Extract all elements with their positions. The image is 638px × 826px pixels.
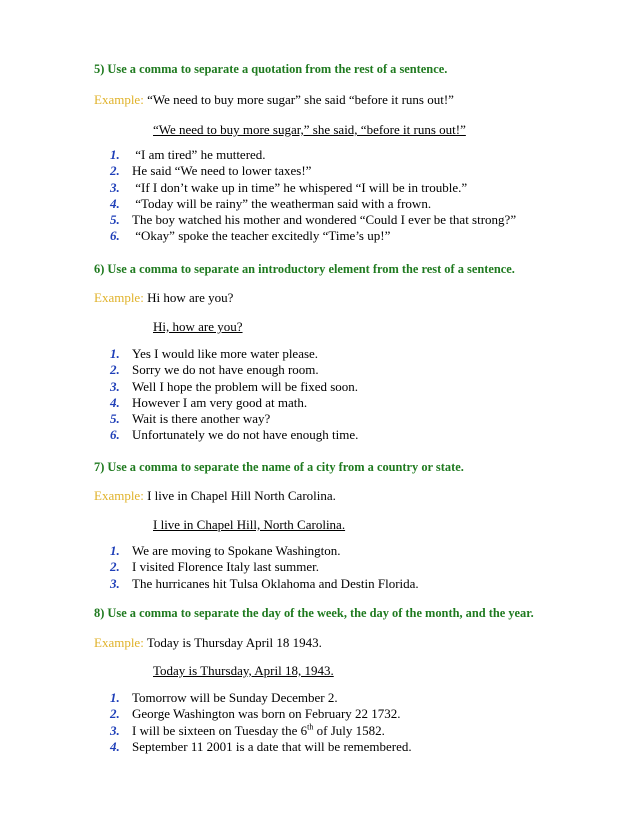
section-5-heading: 5) Use a comma to separate a quotation from the rest of a sentence. (94, 62, 448, 76)
list-item (110, 559, 419, 575)
section-8-list (110, 690, 412, 755)
section-6-heading: 6) Use a comma to separate an introductory element from the rest of a sentence. (94, 262, 515, 276)
item-number: 1. (110, 147, 120, 162)
section-7-example (94, 488, 336, 504)
example-label: Example: (94, 290, 144, 305)
section-7-answer: I live in Chapel Hill, North Carolina. (153, 517, 346, 532)
item-text: Wait is there another way? (132, 411, 271, 427)
item-number: 3. (110, 378, 120, 394)
item-text: “Today will be rainy” the weatherman said with a frown. (132, 195, 432, 211)
item-number: 1. (110, 543, 120, 558)
list-item (110, 543, 419, 559)
item-text: “Okay” spoke the teacher excitedly “Time’s up!” (132, 228, 391, 244)
item-text (132, 723, 385, 738)
item-number: 4. (110, 195, 120, 211)
item-text: He said “We need to lower taxes!” (132, 163, 312, 179)
section-8-heading: 8) Use a comma to separate the day of the week, the day of the month, and the year. (94, 606, 534, 620)
item-text: The boy watched his mother and wondered “Could I ever be that strong?” (132, 212, 517, 228)
list-item (110, 196, 516, 212)
section-5-example (94, 92, 454, 108)
item-text: Sorry we do not have enough room. (132, 362, 319, 378)
list-item (110, 576, 419, 592)
section-7-heading: 7) Use a comma to separate the name of a city from a country or state. (94, 460, 464, 474)
list-item (110, 346, 358, 362)
example-text: “We need to buy more sugar” she said “before it runs out!” (143, 92, 454, 107)
list-item (110, 395, 358, 411)
example-text: I live in Chapel Hill North Carolina. (143, 488, 336, 503)
item-text: George Washington was born on February 22 1732. (132, 706, 401, 722)
section-8-example (94, 635, 322, 651)
item-number: 6. (110, 228, 120, 244)
list-item (110, 163, 516, 179)
item-text: I visited Florence Italy last summer. (132, 559, 320, 575)
item-text: Tomorrow will be Sunday December 2. (132, 690, 338, 705)
list-item (110, 379, 358, 395)
item-number: 6. (110, 427, 120, 443)
item-number: 4. (110, 394, 120, 410)
item-text: Well I hope the problem will be fixed soon. (132, 378, 359, 394)
example-label: Example: (94, 92, 144, 107)
list-item (110, 427, 358, 443)
section-6-example (94, 290, 233, 306)
example-label: Example: (94, 488, 144, 503)
example-text: Hi how are you? (143, 290, 234, 305)
section-8-answer: Today is Thursday, April 18, 1943. (153, 663, 334, 678)
item-number: 2. (110, 559, 120, 575)
ordinal-suffix: th (307, 722, 314, 732)
item-number: 4. (110, 738, 120, 754)
list-item (110, 180, 516, 196)
item-number: 1. (110, 346, 120, 361)
list-item (110, 739, 412, 755)
section-6-list (110, 346, 358, 444)
list-item (110, 411, 358, 427)
section-6-answer: Hi, how are you? (153, 319, 243, 334)
list-item (110, 228, 516, 244)
item-text: We are moving to Spokane Washington. (132, 543, 341, 558)
list-item (110, 147, 516, 163)
item-text: However I am very good at math. (132, 394, 308, 410)
item-text: Unfortunately we do not have enough time. (132, 427, 359, 443)
item-text-part: of July 1582. (313, 722, 385, 738)
list-item (110, 723, 412, 739)
list-item (110, 212, 516, 228)
item-number: 2. (110, 362, 120, 378)
item-number: 3. (110, 722, 120, 738)
section-5-answer: “We need to buy more sugar,” she said, “before it runs out!” (153, 122, 466, 137)
list-item (110, 706, 412, 722)
item-text: The hurricanes hit Tulsa Oklahoma and Destin Florida. (132, 575, 419, 591)
section-7-list (110, 543, 419, 592)
example-label: Example: (94, 635, 144, 650)
item-number: 2. (110, 163, 120, 179)
item-text: Yes I would like more water please. (132, 346, 319, 361)
section-5-list (110, 147, 516, 245)
item-number: 2. (110, 706, 120, 722)
list-item (110, 362, 358, 378)
item-text: September 11 2001 is a date that will be remembered. (132, 738, 412, 754)
item-number: 3. (110, 179, 120, 195)
item-text-part: I will be sixteen on Tuesday the 6 (132, 722, 308, 738)
item-number: 5. (110, 411, 120, 427)
item-number: 5. (110, 212, 120, 228)
item-text: “If I don’t wake up in time” he whispered “I will be in trouble.” (132, 179, 468, 195)
item-number: 3. (110, 575, 120, 591)
item-number: 1. (110, 690, 120, 705)
item-text: “I am tired” he muttered. (132, 147, 266, 162)
list-item (110, 690, 412, 706)
example-text: Today is Thursday April 18 1943. (143, 635, 322, 650)
